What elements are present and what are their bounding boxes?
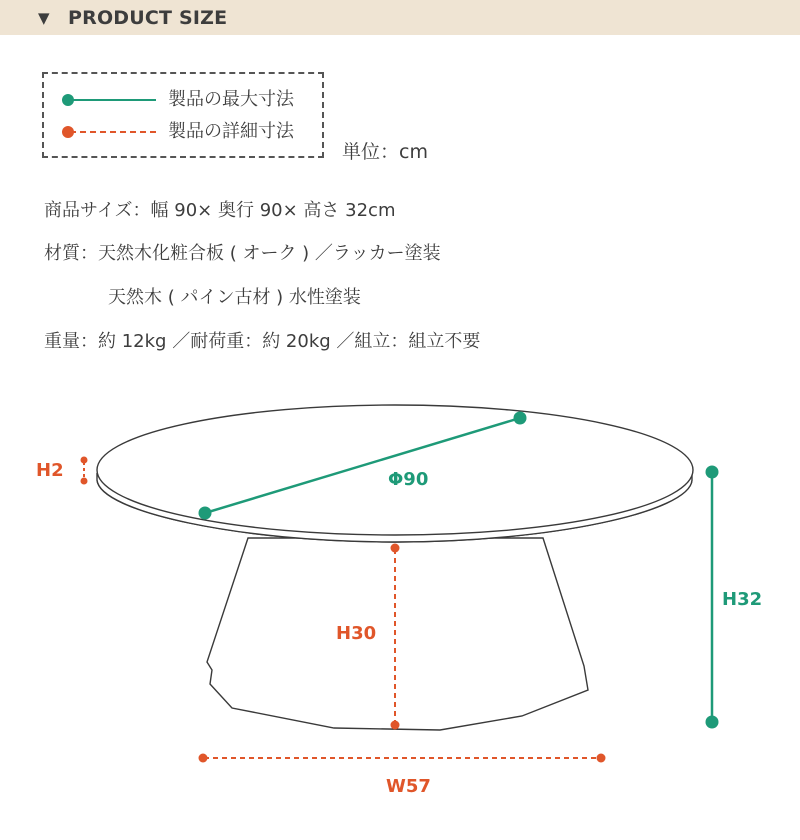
base-width-right-dot xyxy=(597,754,606,763)
spec-material: 材質：天然木化粧合板 ( オーク ) ／ラッカー塗装 xyxy=(44,243,441,264)
base-width-left-dot xyxy=(199,754,208,763)
base-width-label: W57 xyxy=(386,776,431,797)
base-height-label: H30 xyxy=(336,623,377,644)
diameter-end-dot xyxy=(514,412,527,425)
diameter-label: Φ90 xyxy=(388,469,429,490)
diameter-start-dot xyxy=(199,507,212,520)
base-height-bottom-dot xyxy=(391,721,400,730)
unit-label: 単位：cm xyxy=(342,141,428,163)
legend-max-label: 製品の最大寸法 xyxy=(168,89,294,110)
spec-weight: 重量：約 12kg ／耐荷重：約 20kg ／組立：組立不要 xyxy=(44,331,481,352)
legend-detail-label: 製品の詳細寸法 xyxy=(168,121,294,142)
top-thickness-bottom-dot xyxy=(81,478,88,485)
spec-material-2: 天然木 ( パイン古材 ) 水性塗装 xyxy=(108,287,361,308)
total-height-label: H32 xyxy=(722,589,763,610)
top-thickness-label: H2 xyxy=(36,460,64,481)
triangle-down-icon: ▼ xyxy=(38,9,50,27)
section-title: PRODUCT SIZE xyxy=(68,7,228,29)
table-base-outline xyxy=(207,538,588,730)
top-thickness-top-dot xyxy=(81,457,88,464)
total-height-bottom-dot xyxy=(706,716,719,729)
base-height-top-dot xyxy=(391,544,400,553)
spec-size: 商品サイズ：幅 90× 奥行 90× 高さ 32cm xyxy=(44,200,396,221)
total-height-top-dot xyxy=(706,466,719,479)
